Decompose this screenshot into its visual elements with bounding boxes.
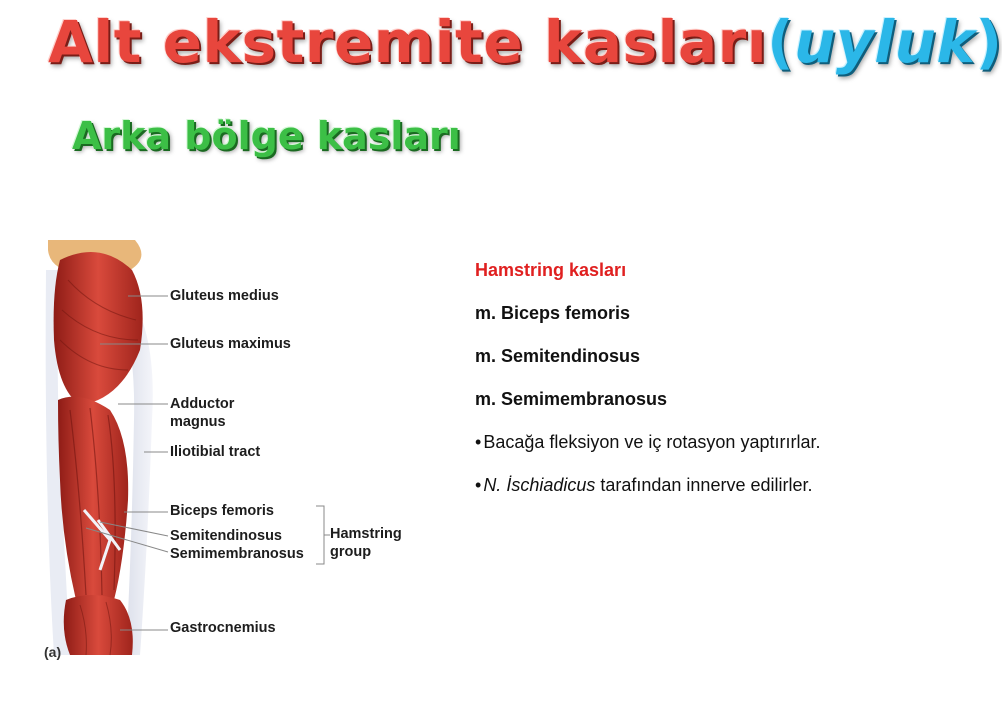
label-gluteus-medius: Gluteus medius (170, 288, 279, 304)
figure-panel-label: (a) (44, 644, 62, 660)
content-heading: Hamstring kasları (475, 260, 627, 280)
bullet-text: Bacağa fleksiyon ve iç rotasyon yaptırırlar. (483, 432, 821, 452)
title-paren-open: ( (767, 8, 795, 76)
label-gluteus-maximus: Gluteus maximus (170, 336, 291, 352)
gluteus-shape (54, 252, 143, 405)
label-semimembranosus: Semimembranosus (170, 546, 304, 562)
muscle-item: m. Semimembranosus (475, 389, 668, 409)
title-paren-close: ) (975, 8, 1002, 76)
muscle-item: m. Semitendinosus (475, 346, 641, 366)
bullet-dot: • (475, 475, 482, 495)
anatomy-figure (40, 240, 420, 660)
label-group: group (330, 544, 372, 560)
muscle-item: m. Biceps femoris (475, 303, 631, 323)
bullet-item (475, 471, 945, 499)
title-accent: uyluk (794, 8, 976, 76)
title-main: Alt ekstremite kasları (48, 8, 768, 76)
gastrocnemius-shape (64, 595, 133, 655)
thigh-muscles-shape (58, 397, 128, 600)
slide-subtitle: Arka bölge kasları (72, 114, 461, 158)
label-iliotibial-tract: Iliotibial tract (170, 444, 261, 460)
label-semitendinosus: Semitendinosus (170, 528, 282, 544)
bullet-item (475, 428, 945, 456)
label-biceps-femoris: Biceps femoris (170, 503, 274, 519)
label-hamstring: Hamstring (330, 526, 402, 542)
bullet-dot: • (475, 432, 482, 452)
label-gastrocnemius: Gastrocnemius (170, 620, 276, 636)
slide-title (48, 8, 1002, 76)
bullet-text: tarafından innerve edilirler. (595, 475, 813, 495)
label-adductor: Adductor (170, 396, 235, 412)
content-panel (475, 256, 945, 514)
bullet-italic-text: N. İschiadicus (483, 475, 596, 495)
label-magnus: magnus (170, 414, 226, 430)
